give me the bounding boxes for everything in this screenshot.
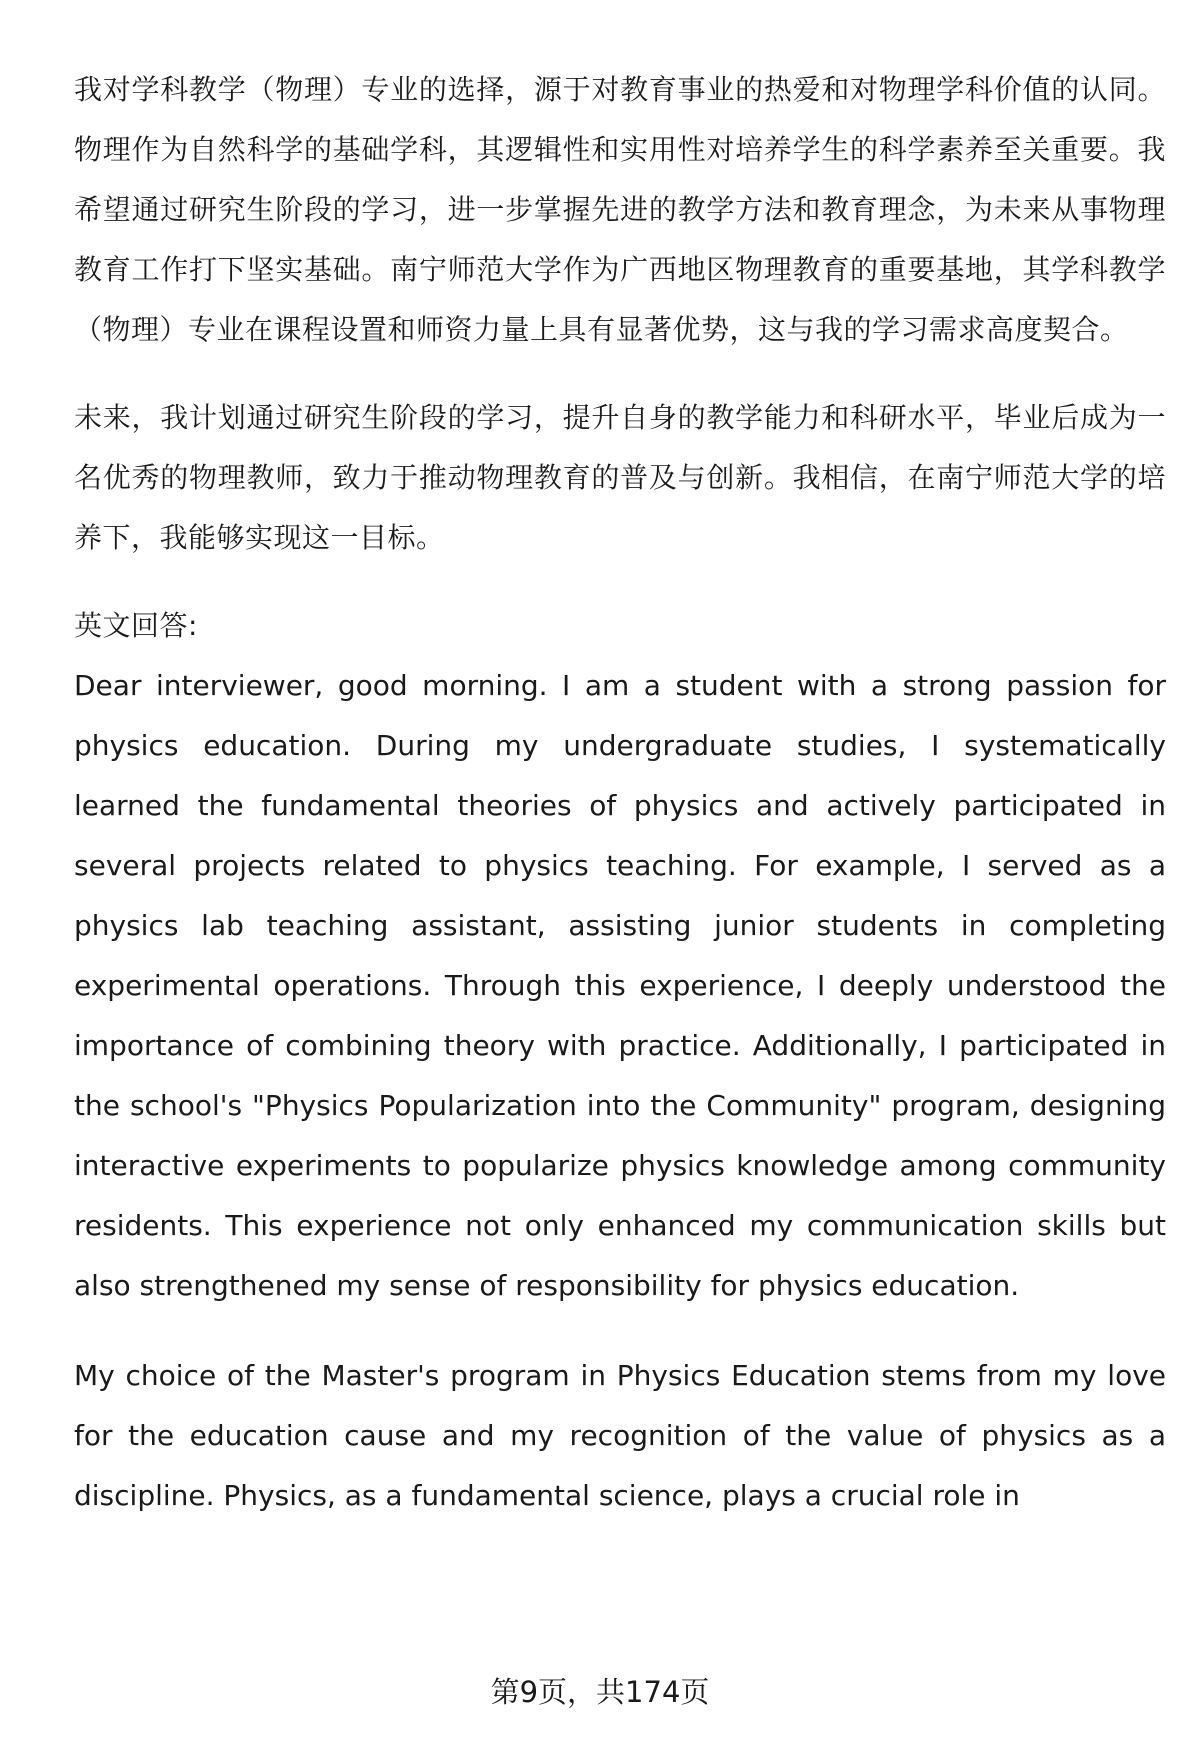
page-number: 第9页，共174页 [490, 1675, 710, 1709]
zh-paragraph-2: 未来，我计划通过研究生阶段的学习，提升自身的教学能力和科研水平，毕业后成为一名优秀的物理教师，致力于推动物理教育的普及与创新。我相信，在南宁师范大学的培养下，我能够实现这一目标。 [74, 401, 1166, 554]
english-answer-heading: 英文回答: [74, 609, 198, 642]
en-paragraph-2: My choice of the Master's program in Physics Education stems from my love for the education cause and my recognition of the value of physics as a discipline. Physics, as a fundamental science, plays a crucial role in [74, 1359, 1166, 1512]
document-body [74, 60, 1166, 1526]
zh-paragraph-1: 我对学科教学（物理）专业的选择，源于对教育事业的热爱和对物理学科价值的认同。物理作为自然科学的基础学科，其逻辑性和实用性对培养学生的科学素养至关重要。我希望通过研究生阶段的学习，进一步掌握先进的教学方法和教育理念，为未来从事物理教育工作打下坚实基础。南宁师范大学作为广西地区物理教育的重要基地，其学科教学（物理）专业在课程设置和师资力量上具有显著优势，这与我的学习需求高度契合。 [74, 73, 1166, 346]
en-paragraph-1: Dear interviewer, good morning. I am a student with a strong passion for physics education. During my undergraduate studies, I systematically learned the fundamental theories of physics and actively participated in several projects related to physics teaching. For example, I served as a physics lab teaching assistant, assisting junior students in completing experimental operations. Through this experience, I deeply understood the importance of combining theory with practice. Additionally, I participated in the school's "Physics Popularization into the Community" program, designing interactive experiments to popularize physics knowledge among community residents. This experience not only enhanced my communication skills but also strengthened my sense of responsibility for physics education. [74, 669, 1166, 1302]
